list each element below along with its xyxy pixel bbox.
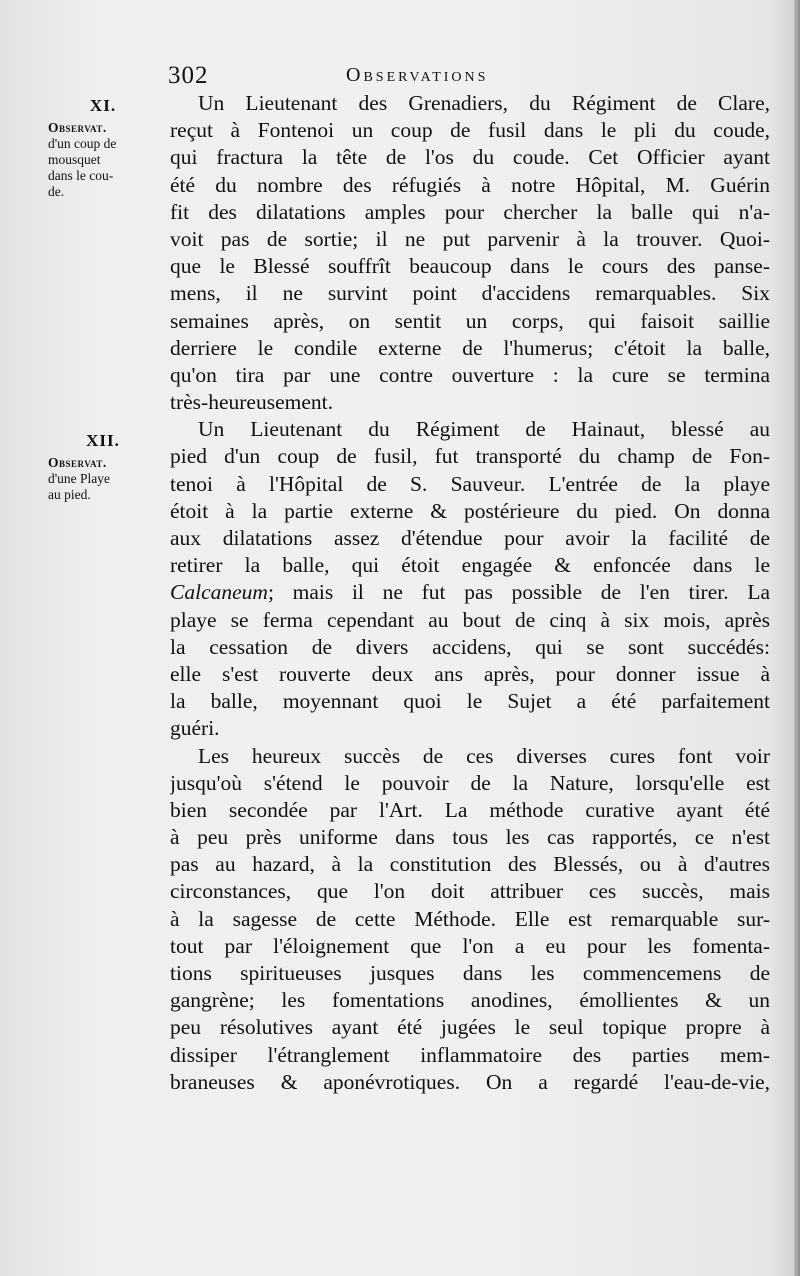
margin-note-observation-xii bbox=[48, 433, 158, 503]
text-line: mens, il ne survint point d'accidens remarquables. Six bbox=[170, 281, 770, 306]
text-line: jusqu'où s'étend le pouvoir de la Nature, lorsqu'elle est bbox=[170, 770, 770, 795]
text-line: circonstances, que l'on doit attribuer ces succès, mais bbox=[170, 879, 770, 904]
text-line: étoit à la partie externe & postérieure du pied. On donna bbox=[170, 498, 770, 523]
text-line: été du nombre des réfugiés à notre Hôpital, M. Guérin bbox=[170, 172, 770, 197]
text-line: aux dilatations assez d'étendue pour avoir la facilité de bbox=[170, 526, 770, 550]
text-line: Les heureux succès de ces diverses cures font voir bbox=[198, 743, 770, 768]
text-line: dissiper l'étranglement inflammatoire des parties mem- bbox=[170, 1042, 770, 1067]
text-line: derriere le condile externe de l'humerus; c'étoit la balle, bbox=[170, 335, 770, 360]
text-line: tenoi à l'Hôpital de S. Sauveur. L'entrée de la playe bbox=[170, 471, 770, 496]
text-line: très-heureusement. bbox=[170, 390, 333, 415]
observation-description-line: de. bbox=[48, 184, 65, 199]
text-line: qui fractura la tête de l'os du coude. Cet Officier ayant bbox=[170, 145, 770, 170]
text-line: tions spiritueuses jusques dans les commencemens de bbox=[170, 961, 770, 985]
text-line: guéri. bbox=[170, 716, 220, 741]
page-header bbox=[168, 62, 768, 89]
text-line: elle s'est rouverte deux ans après, pour donner issue à bbox=[170, 661, 770, 686]
text-line: peu résolutives ayant été jugées le seul topique propre à bbox=[170, 1015, 770, 1040]
text-line: qu'on tira par une contre ouverture : la cure se termina bbox=[170, 362, 770, 387]
margin-note-observation-xi bbox=[48, 98, 158, 200]
text-line: bien secondée par l'Art. La méthode curative ayant été bbox=[170, 797, 770, 822]
body-text bbox=[170, 90, 770, 1096]
text-line: tout par l'éloignement que l'on a eu pour les fomenta- bbox=[170, 933, 770, 958]
text-line: fit des dilatations amples pour chercher la balle qui n'a- bbox=[170, 199, 770, 224]
page-gutter-shadow bbox=[794, 0, 800, 1276]
text-line: Un Lieutenant du Régiment de Hainaut, blessé au bbox=[198, 417, 770, 442]
observation-description-line: au pied. bbox=[48, 487, 91, 502]
observation-description-line: mousquet bbox=[48, 152, 101, 167]
text-line: la cessation de divers accidens, qui se sont succédés: bbox=[170, 634, 770, 659]
text-line: semaines après, on sentit un corps, qui faisoit saillie bbox=[170, 308, 770, 333]
observation-label: Observat. bbox=[48, 455, 107, 470]
page-number: 302 bbox=[168, 62, 209, 89]
text-line: la balle, moyennant quoi le Sujet a été parfaitement bbox=[170, 689, 770, 714]
text-line: pas au hazard, à la constitution des Blessés, ou à d'autres bbox=[170, 852, 770, 877]
text-line: pied d'un coup de fusil, fut transporté du champ de Fon- bbox=[170, 444, 770, 469]
text-line: que le Blessé souffrît beaucoup dans le cours des panse- bbox=[170, 254, 770, 279]
text-line: retirer la balle, qui étoit engagée & enfoncée dans le bbox=[170, 553, 770, 578]
latin-term: Calcaneum bbox=[170, 580, 268, 605]
text-line: playe se ferma cependant au bout de cinq à six mois, après bbox=[170, 607, 770, 632]
observation-description-line: dans le cou- bbox=[48, 168, 114, 183]
text-line: à la sagesse de cette Méthode. Elle est remarquable sur- bbox=[170, 906, 770, 931]
text-line: Calcaneum; mais il ne fut pas possible de l'en tirer. La bbox=[170, 580, 770, 605]
text-line: gangrène; les fomentations anodines, émollientes & un bbox=[170, 988, 770, 1013]
text-line: reçut à Fontenoi un coup de fusil dans le pli du coude, bbox=[170, 118, 770, 143]
observation-number: XII. bbox=[86, 431, 120, 450]
text-line: Un Lieutenant des Grenadiers, du Régiment de Clare, bbox=[198, 91, 770, 115]
text-line: voit pas de sortie; il ne put parvenir à la trouver. Quoi- bbox=[170, 226, 770, 251]
text-line: à peu près uniforme dans tous les cas rapportés, ce n'est bbox=[170, 825, 770, 850]
observation-description-line: d'une Playe bbox=[48, 471, 111, 486]
observation-label: Observat. bbox=[48, 120, 107, 135]
running-head: Observations bbox=[346, 64, 489, 86]
show-through-ink bbox=[78, 405, 81, 420]
observation-description-line: d'un coup de bbox=[48, 136, 117, 151]
observation-number: XI. bbox=[89, 96, 117, 115]
text-line: braneuses & aponévrotiques. On a regardé l'eau-de-vie, bbox=[170, 1069, 770, 1094]
